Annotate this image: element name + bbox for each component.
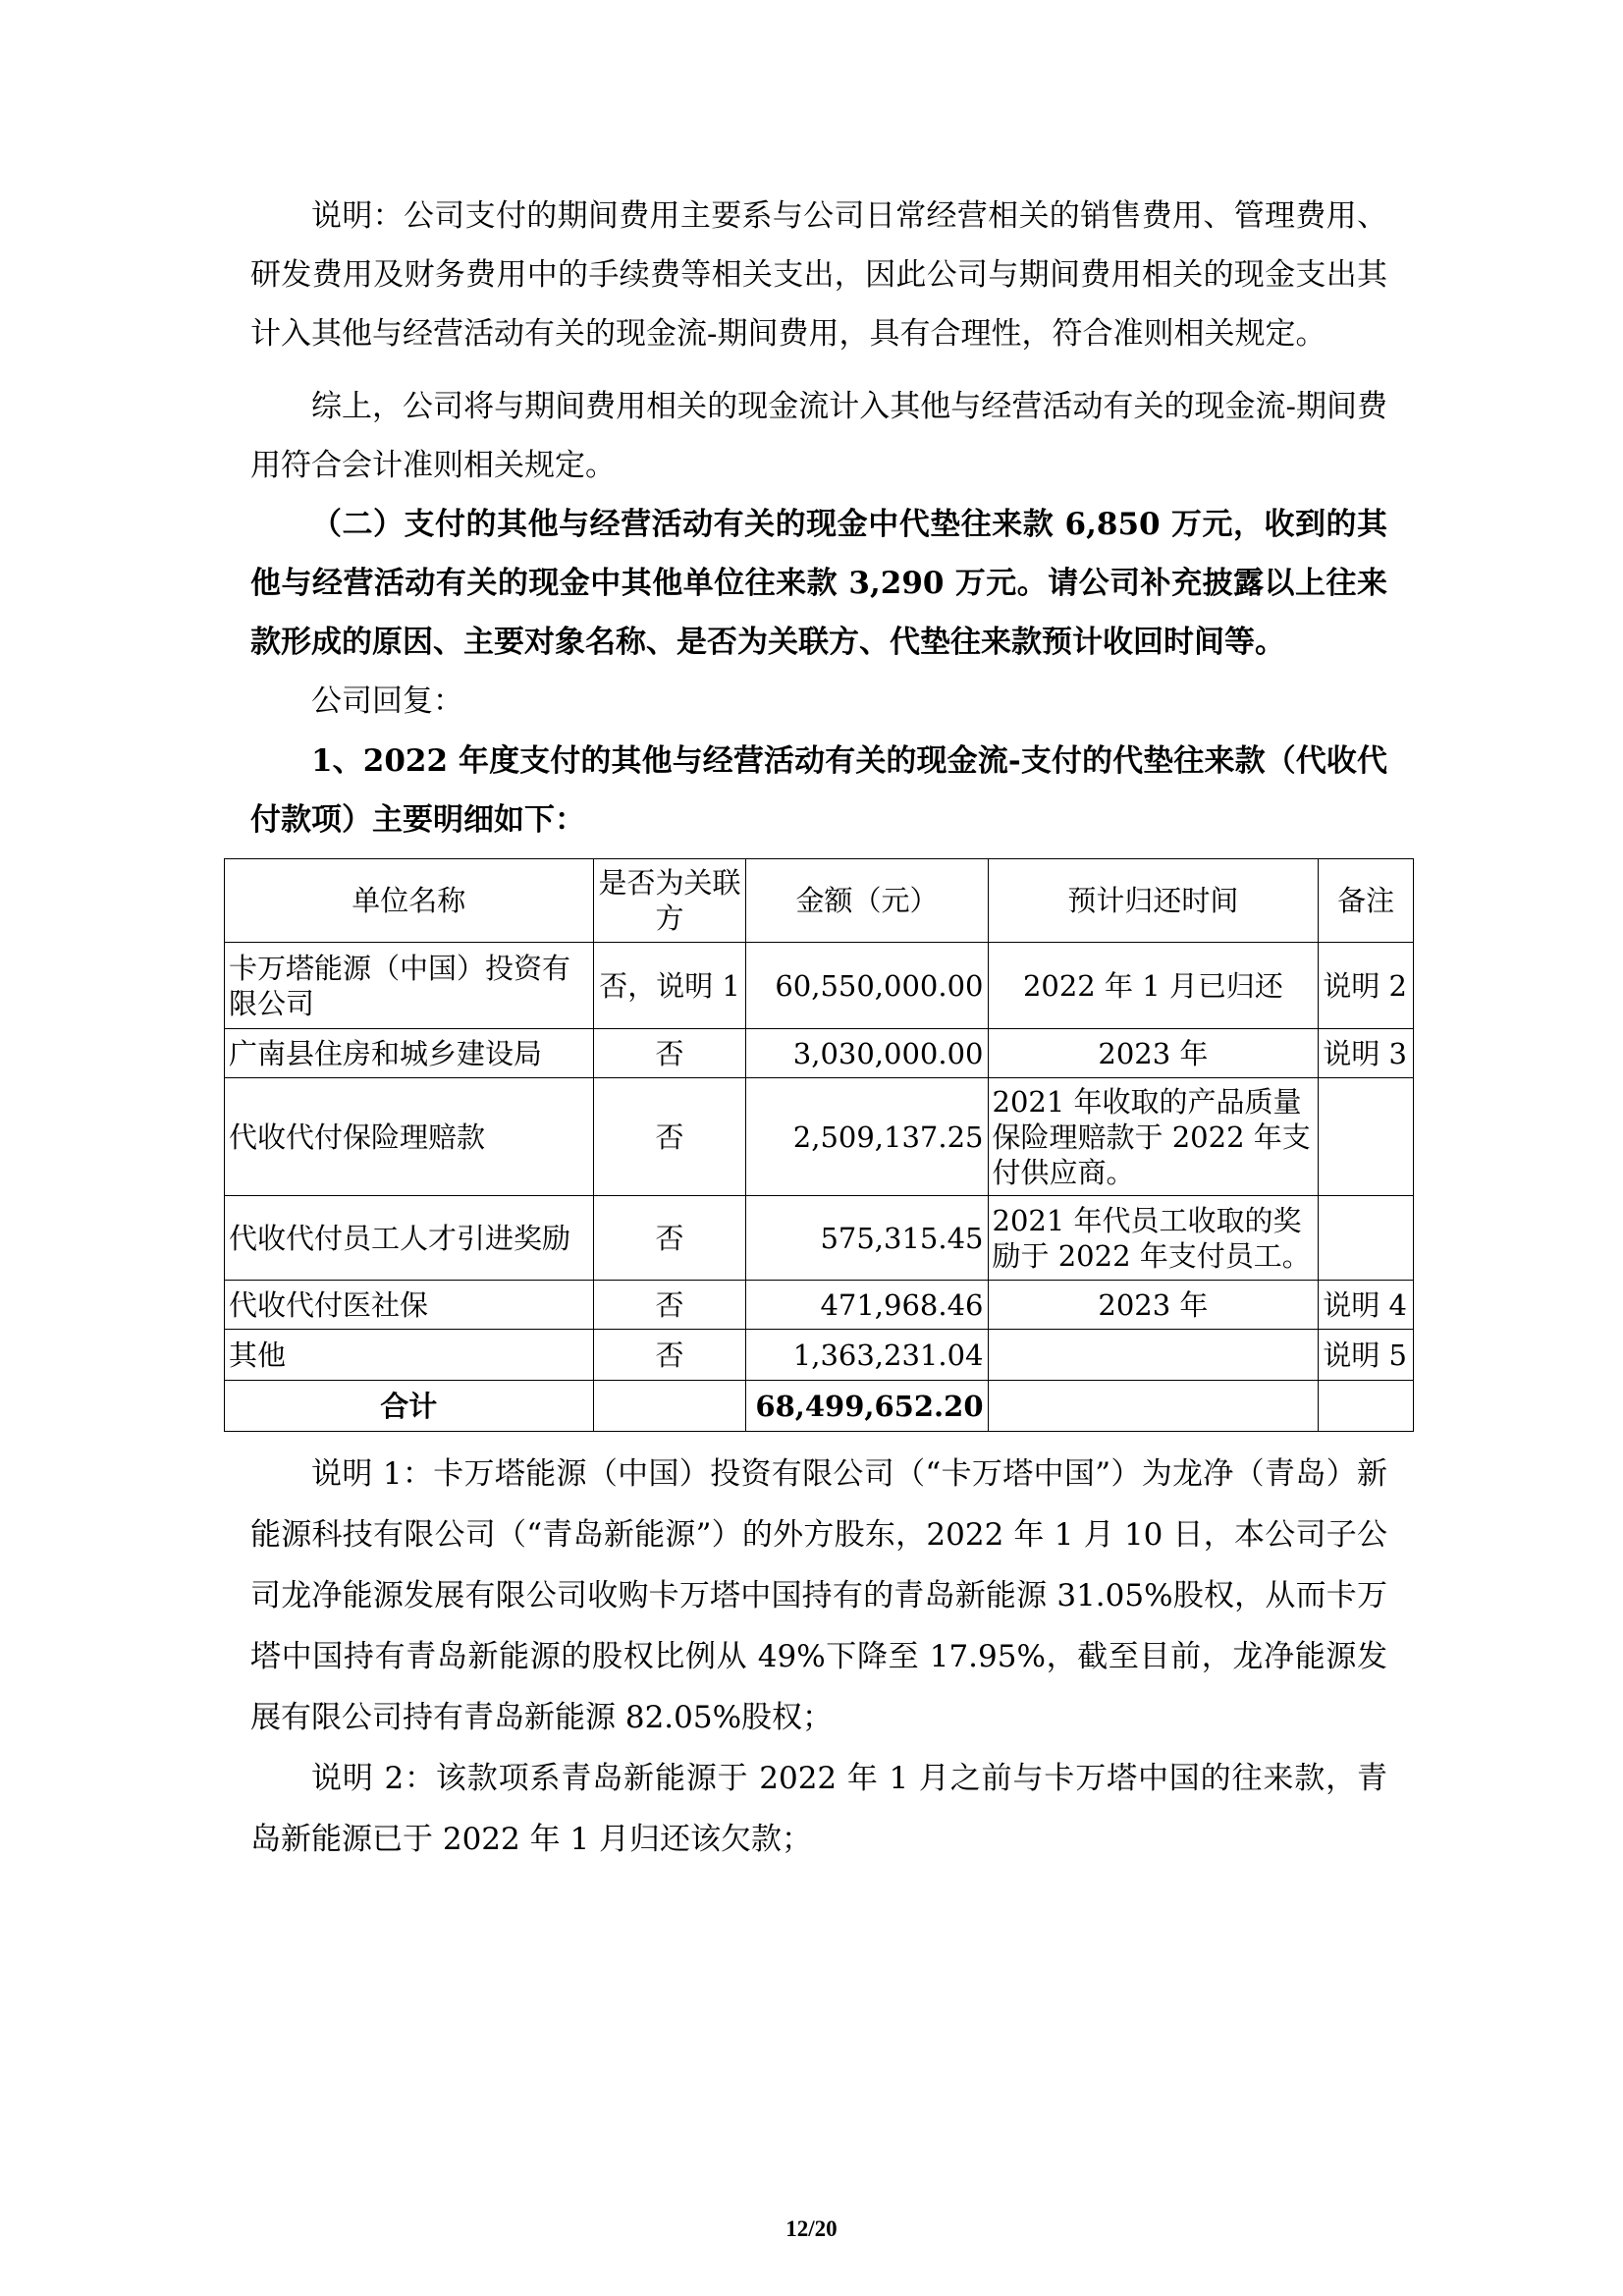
table-row	[225, 1330, 1414, 1381]
cell-remark	[1319, 1196, 1414, 1281]
table-row	[225, 1029, 1414, 1078]
cell-repayment-time	[988, 1330, 1319, 1381]
table-row	[225, 1078, 1414, 1196]
cell-unit-name: 代收代付医社保	[225, 1281, 594, 1330]
cell-unit-name: 广南县住房和城乡建设局	[225, 1029, 594, 1078]
cell-amount: 471,968.46	[746, 1281, 988, 1330]
advance-payments-table	[224, 858, 1414, 1432]
cell-remark: 说明 5	[1319, 1330, 1414, 1381]
paragraph-explanation: 说明：公司支付的期间费用主要系与公司日常经营相关的销售费用、管理费用、研发费用及财务费用中的手续费等相关支出，因此公司与期间费用相关的现金支出其计入其他与经营活动有关的现金流-期间费用，具有合理性，符合准则相关规定。	[250, 198, 1387, 352]
header-remark: 备注	[1319, 859, 1414, 943]
table-row	[225, 1196, 1414, 1281]
cell-related-party: 否	[593, 1029, 746, 1078]
cell-amount: 3,030,000.00	[746, 1029, 988, 1078]
header-unit-name: 单位名称	[225, 859, 594, 943]
table-total-row	[225, 1381, 1414, 1432]
cell-unit-name: 卡万塔能源（中国）投资有限公司	[225, 943, 594, 1029]
cell-related-party: 否	[593, 1330, 746, 1381]
document-body	[229, 187, 1407, 1870]
cell-related-party: 否	[593, 1078, 746, 1196]
cell-repayment-time: 2023 年	[988, 1029, 1319, 1078]
header-amount: 金额（元）	[746, 859, 988, 943]
cell-remark: 说明 4	[1319, 1281, 1414, 1330]
section-heading: 1、2022 年度支付的其他与经营活动有关的现金流-支付的代垫往来款（代收代付款项）主要明细如下：	[250, 743, 1387, 838]
note-2: 说明 2：该款项系青岛新能源于 2022 年 1 月之前与卡万塔中国的往来款，青岛新能源已于 2022 年 1 月归还该欠款；	[250, 1761, 1387, 1857]
header-related-party: 是否为关联方	[593, 859, 746, 943]
note-1: 说明 1：卡万塔能源（中国）投资有限公司（“卡万塔中国”）为龙净（青岛）新能源科技有限公司（“青岛新能源”）的外方股东，2022 年 1 月 10 日，本公司子公司龙净能源发展有限公司收购卡万塔中国持有的青岛新能源 31.05%股权，从而卡万塔中国持有青岛新能源的股权比例从 49%下降至 17.95%，截至目前，龙净能源发展有限公司持有青岛新能源 82.05%股权；	[250, 1456, 1387, 1735]
cell-remark	[1319, 1078, 1414, 1196]
cell-unit-name: 代收代付保险理赔款	[225, 1078, 594, 1196]
cell-repayment-time: 2021 年收取的产品质量保险理赔款于 2022 年支付供应商。	[988, 1078, 1319, 1196]
cell-repayment-time: 2022 年 1 月已归还	[988, 943, 1319, 1029]
total-label: 合计	[225, 1381, 594, 1432]
paragraph-conclusion: 综上，公司将与期间费用相关的现金流计入其他与经营活动有关的现金流-期间费用符合会计准则相关规定。	[250, 389, 1387, 483]
table-notes	[250, 1444, 1387, 1870]
cell-repayment-time: 2021 年代员工收取的奖励于 2022 年支付员工。	[988, 1196, 1319, 1281]
cell-unit-name: 代收代付员工人才引进奖励	[225, 1196, 594, 1281]
total-related-empty	[593, 1381, 746, 1432]
table-row	[225, 943, 1414, 1029]
header-repayment-time: 预计归还时间	[988, 859, 1319, 943]
cell-remark: 说明 3	[1319, 1029, 1414, 1078]
page-number: 12/20	[785, 2216, 838, 2241]
cell-repayment-time: 2023 年	[988, 1281, 1319, 1330]
total-amount: 68,499,652.20	[746, 1381, 988, 1432]
cell-unit-name: 其他	[225, 1330, 594, 1381]
cell-related-party: 否	[593, 1196, 746, 1281]
table-row	[225, 1281, 1414, 1330]
reply-label: 公司回复：	[311, 683, 463, 719]
cell-related-party: 否	[593, 1281, 746, 1330]
total-time-empty	[988, 1381, 1319, 1432]
cell-amount: 60,550,000.00	[746, 943, 988, 1029]
table-header-row	[225, 859, 1414, 943]
cell-amount: 2,509,137.25	[746, 1078, 988, 1196]
question-paragraph: （二）支付的其他与经营活动有关的现金中代垫往来款 6,850 万元，收到的其他与经营活动有关的现金中其他单位往来款 3,290 万元。请公司补充披露以上往来款形成的原因、主要对象名称、是否为关联方、代垫往来款预计收回时间等。	[250, 507, 1387, 660]
cell-remark: 说明 2	[1319, 943, 1414, 1029]
cell-related-party: 否，说明 1	[593, 943, 746, 1029]
cell-amount: 575,315.45	[746, 1196, 988, 1281]
total-remark-empty	[1319, 1381, 1414, 1432]
cell-amount: 1,363,231.04	[746, 1330, 988, 1381]
